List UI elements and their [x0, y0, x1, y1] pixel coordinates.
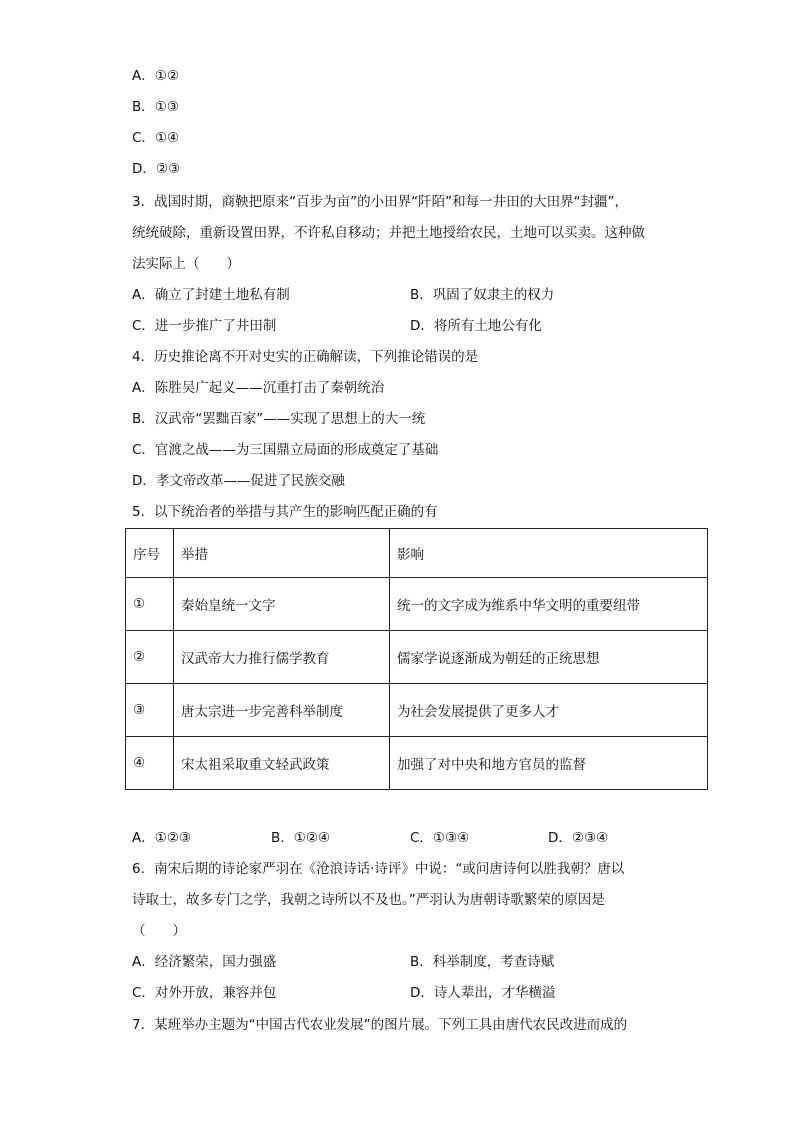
table-header-cell: 序号: [126, 529, 174, 578]
q4-option-c[interactable]: C．官渡之战——为三国鼎立局面的形成奠定了基础: [132, 442, 439, 458]
q4-option-b[interactable]: B．汉武帝“罢黜百家”——实现了思想上的大一统: [132, 411, 426, 427]
q2-option-c[interactable]: C．①④: [132, 130, 180, 146]
table-cell: ③: [126, 684, 174, 737]
q6-option-c[interactable]: C．对外开放，兼容并包: [132, 985, 277, 1001]
q6-stem-line-1: 6．南宋后期的诗论家严羽在《沧浪诗话·诗评》中说：“或问唐诗何以胜我朝？唐以: [132, 861, 625, 877]
table-cell: ④: [126, 737, 174, 790]
table-header-cell: 影响: [390, 529, 708, 578]
q3-option-b[interactable]: B．巩固了奴隶主的权力: [410, 287, 555, 303]
table-cell: 唐太宗进一步完善科举制度: [174, 684, 390, 737]
q4-option-d[interactable]: D．孝文帝改革——促进了民族交融: [132, 473, 345, 489]
table-cell: 为社会发展提供了更多人才: [390, 684, 708, 737]
q6-option-a[interactable]: A．经济繁荣，国力强盛: [132, 954, 277, 970]
q4-stem: 4．历史推论离不开对史实的正确解读，下列推论错误的是: [132, 349, 479, 365]
q5-table: [125, 528, 708, 790]
q2-option-d[interactable]: D．②③: [132, 161, 181, 177]
q5-option-c[interactable]: C．①③④: [410, 830, 470, 846]
table-row: [126, 737, 708, 790]
q3-stem-line-2: 统统破除，重新设置田界，不许私自移动；并把土地授给农民，土地可以买卖。这种做: [132, 225, 645, 241]
q3-option-d[interactable]: D．将所有土地公有化: [410, 318, 542, 334]
q6-option-b[interactable]: B．科举制度，考查诗赋: [410, 954, 555, 970]
q6-stem-line-2: 诗取士，故多专门之学，我朝之诗所以不及也。”严羽认为唐朝诗歌繁荣的原因是: [132, 892, 605, 908]
q5-option-a[interactable]: A．①②③: [132, 830, 192, 846]
q4-option-a[interactable]: A．陈胜吴广起义——沉重打击了秦朝统治: [132, 380, 385, 396]
table-row: [126, 684, 708, 737]
q6-stem-line-3: （ ）: [132, 923, 186, 939]
q3-stem-line-3: 法实际上（ ）: [132, 256, 240, 272]
q2-option-a[interactable]: A．①②: [132, 68, 179, 84]
q3-stem-line-1: 3．战国时期，商鞅把原来“百步为亩”的小田界“阡陌”和每一井田的大田界“封疆”，: [132, 194, 629, 210]
q5-stem: 5．以下统治者的举措与其产生的影响匹配正确的有: [132, 504, 438, 520]
q5-option-b[interactable]: B．①②④: [271, 830, 331, 846]
table-row: [126, 631, 708, 684]
table-header-cell: 举措: [174, 529, 390, 578]
table-cell: 儒家学说逐渐成为朝廷的正统思想: [390, 631, 708, 684]
q2-option-b[interactable]: B．①③: [132, 99, 179, 115]
q6-option-d[interactable]: D．诗人辈出，才华横溢: [410, 985, 556, 1001]
table-cell: ①: [126, 578, 174, 631]
table-row: [126, 578, 708, 631]
table-cell: 宋太祖采取重文轻武政策: [174, 737, 390, 790]
q5-option-d[interactable]: D．②③④: [548, 830, 609, 846]
table-cell: ②: [126, 631, 174, 684]
table-cell: 汉武帝大力推行儒学教育: [174, 631, 390, 684]
q3-option-c[interactable]: C．进一步推广了井田制: [132, 318, 277, 334]
q7-stem: 7．某班举办主题为“中国古代农业发展”的图片展。下列工具由唐代农民改进而成的: [132, 1017, 628, 1033]
q3-option-a[interactable]: A．确立了封建土地私有制: [132, 287, 290, 303]
table-cell: 秦始皇统一文字: [174, 578, 390, 631]
table-cell: 统一的文字成为维系中华文明的重要纽带: [390, 578, 708, 631]
table-header-row: [126, 529, 708, 578]
table-cell: 加强了对中央和地方官员的监督: [390, 737, 708, 790]
